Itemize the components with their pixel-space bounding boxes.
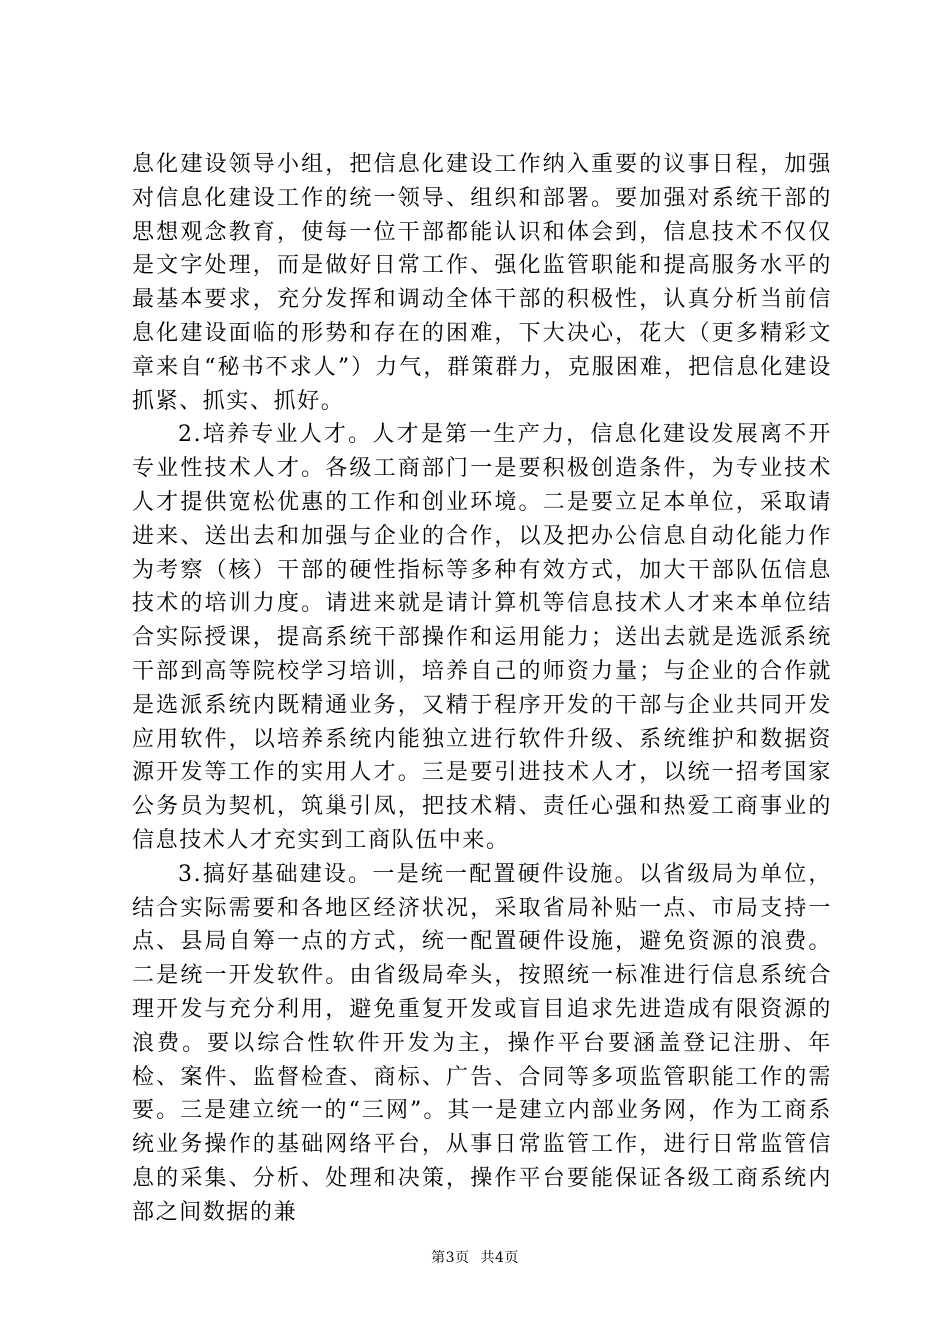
paragraph-talent-training: 2.培养专业人才。人才是第一生产力，信息化建设发展离不开专业性技术人才。各级工商部门一是要积极创造条件，为专业技术人才提供宽松优惠的工作和创业环境。二是要立足本单位，采取请进来、送出去和加强与企业的合作，以及把办公信息自动化能力作为考察（核）干部的硬性指标等多种有效方式，加大干部队伍信息技术的培训力度。请进来就是请计算机等信息技术人才来本单位结合实际授课，提高系统干部操作和运用能力；送出去就是选派系统干部到高等院校学习培训，培养自己的师资力量；与企业的合作就是选派系统内既精通业务，又精于程序开发的干部与企业共同开发应用软件，以培养系统内能独立进行软件升级、系统维护和数据资源开发等工作的实用人才。三是要引进技术人才，以统一招考国家公务员为契机，筑巢引凤，把技术精、责任心强和热爱工商事业的信息技术人才充实到工商队伍中来。 — [132, 422, 832, 853]
paragraph-infrastructure: 3.搞好基础建设。一是统一配置硬件设施。以省级局为单位，结合实际需要和各地区经济状况，采取省局补贴一点、市局支持一点、县局自筹一点的方式，统一配置硬件设施，避免资源的浪费。二是统一开发软件。由省级局牵头，按照统一标准进行信息系统合理开发与充分利用，避免重复开发或盲目追求先进造成有限资源的浪费。要以综合性软件开发为主，操作平台要涵盖登记注册、年检、案件、监督检查、商标、广告、合同等多项监管职能工作的需要。三是建立统一的“三网”。其一是建立内部业务网，作为工商系统业务操作的基础网络平台，从事日常监管工作，进行日常监管信息的采集、分析、处理和决策，操作平台要能保证各级工商系统内部之间数据的兼 — [132, 861, 832, 1225]
document-body — [132, 148, 832, 1230]
paragraph-leadership: 息化建设领导小组，把信息化建设工作纳入重要的议事日程，加强对信息化建设工作的统一领导、组织和部署。要加强对系统干部的思想观念教育，使每一位干部都能认识和体会到，信息技术不仅仅是文字处理，而是做好日常工作、强化监管职能和提高服务水平的最基本要求，充分发挥和调动全体干部的积极性，认真分析当前信息化建设面临的形势和存在的困难，下大决心，花大（更多精彩文章来自“秘书不求人”）力气，群策群力，克服困难，把信息化建设抓紧、抓实、抓好。 — [132, 152, 832, 414]
page-number: 第3页 — [431, 1250, 470, 1266]
page-footer — [0, 1247, 950, 1267]
page-total: 共4页 — [480, 1250, 519, 1266]
